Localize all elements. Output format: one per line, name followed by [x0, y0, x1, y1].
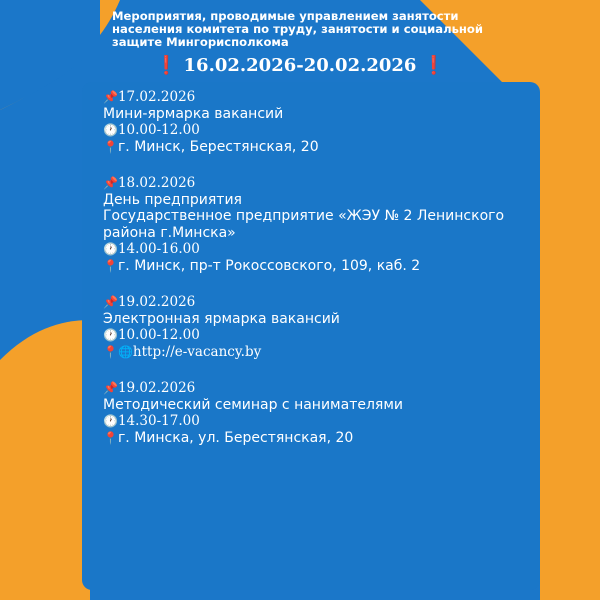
page-header — [112, 10, 532, 49]
event-time: 14.30-17.00 — [117, 413, 200, 429]
exclamation-icon: ❗ — [155, 55, 178, 76]
event-date: 18.02.2026 — [117, 175, 196, 191]
location-pin-icon: 📍 — [103, 344, 118, 359]
pushpin-icon: 📌 — [103, 295, 118, 309]
events-list — [103, 89, 533, 466]
event-date: 19.02.2026 — [117, 380, 196, 396]
event-location: г. Минска, ул. Берестянская, 20 — [117, 429, 354, 446]
location-pin-icon: 📍 — [103, 258, 118, 273]
event-time: 10.00-12.00 — [117, 122, 200, 138]
clock-icon: 🕐 — [103, 414, 118, 428]
clock-icon: 🕐 — [103, 328, 118, 342]
globe-icon: 🌐 — [117, 344, 133, 359]
event-location: г. Минск, пр-т Рокоссовского, 109, каб. 2 — [117, 257, 421, 274]
pushpin-icon: 📌 — [103, 90, 118, 104]
header-title-line-3: защите Мингорисполкома — [112, 35, 289, 49]
pushpin-icon: 📌 — [103, 381, 118, 395]
event-location: г. Минск, Берестянская, 20 — [117, 138, 319, 155]
event-item — [103, 380, 533, 446]
pushpin-icon: 📌 — [103, 176, 118, 190]
event-title: День предприятия — [103, 191, 242, 208]
event-title: Электронная ярмарка вакансий — [103, 310, 340, 327]
event-website-link[interactable]: http://e-vacancy.by — [132, 343, 262, 360]
date-range — [0, 55, 600, 76]
clock-icon: 🕐 — [103, 123, 118, 137]
event-item — [103, 89, 533, 155]
exclamation-icon: ❗ — [422, 55, 445, 76]
date-range-text: 16.02.2026-20.02.2026 — [183, 55, 417, 76]
event-item — [103, 175, 533, 274]
event-subtitle: Государственное предприятие «ЖЭУ № 2 Ленинского района г.Минска» — [103, 208, 505, 241]
header-title-line-1: Мероприятия, проводимые управлением занятости — [112, 9, 459, 23]
event-title: Методический семинар с нанимателями — [103, 396, 403, 413]
event-time: 10.00-12.00 — [117, 327, 200, 343]
location-pin-icon: 📍 — [103, 430, 118, 445]
event-time: 14.00-16.00 — [117, 241, 200, 257]
event-item — [103, 294, 533, 360]
event-date: 17.02.2026 — [117, 89, 196, 105]
event-date: 19.02.2026 — [117, 294, 196, 310]
event-title: Мини-ярмарка вакансий — [103, 105, 284, 122]
header-title-line-2: населения комитета по труду, занятости и социальной — [112, 22, 483, 36]
location-pin-icon: 📍 — [103, 139, 118, 154]
clock-icon: 🕐 — [103, 242, 118, 256]
